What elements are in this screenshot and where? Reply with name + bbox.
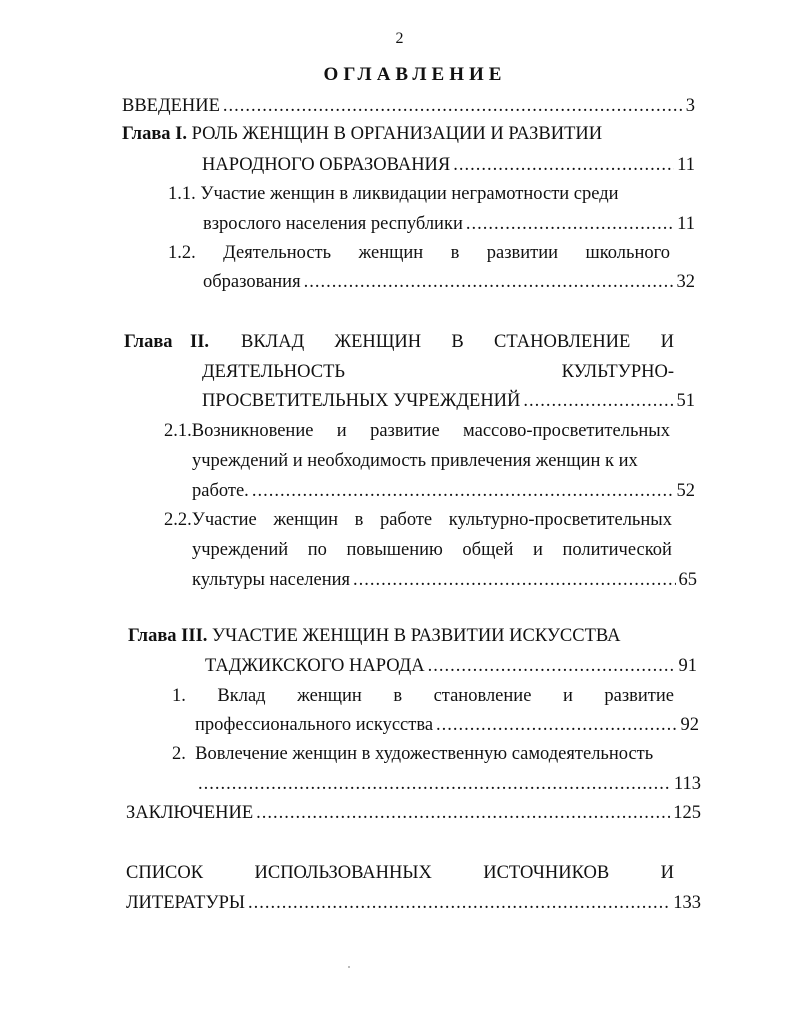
page-number: 2 [395,30,404,47]
leader-dots [223,92,683,120]
toc-page-number: 65 [678,570,697,590]
word: по [307,540,327,560]
toc-page-number: 51 [676,391,695,411]
toc-page-number: 52 [676,481,695,501]
leader-dots [198,770,671,798]
toc-entry-intro[interactable] [122,92,695,120]
section-title-text: работе. [192,481,249,501]
word: учреждений [192,540,289,560]
toc-section-3-2-line-1[interactable] [172,740,692,768]
word: женщин [358,243,424,263]
chapter-label: II. [190,332,210,352]
toc-section-3-2-line-2[interactable] [195,770,701,798]
word: ЖЕНЩИН [334,332,422,352]
word: общей [462,540,514,560]
word: и [562,686,573,706]
toc-entry-bibliography-line-1[interactable] [126,859,674,887]
word: женщин [273,510,339,530]
leader-dots [248,889,670,917]
toc-page-number: 133 [673,893,701,913]
word: развитие [370,421,440,441]
toc-entry-conclusion[interactable] [126,799,701,827]
section-title-text: взрослого населения республики [203,214,463,234]
toc-page-number: 113 [673,774,701,794]
word: развитие [604,686,674,706]
chapter-title-text: НАРОДНОГО ОБРАЗОВАНИЯ [202,155,451,175]
toc-section-1-2-line-1[interactable] [168,239,670,267]
chapter-title-words [241,328,674,356]
section-number: 1.1. [168,184,196,204]
section-title-text: профессионального искусства [195,715,434,735]
leader-dots [428,652,676,680]
word: ВКЛАД [241,332,305,352]
toc-entry-text: ЗАКЛЮЧЕНИЕ [126,803,254,823]
toc-chapter-1-line-2[interactable] [202,151,695,179]
word: в [450,243,460,263]
toc-section-2-1-line-3[interactable] [192,477,695,505]
word: Деятельность [223,243,332,263]
leader-dots [523,387,673,415]
toc-page-number: 92 [680,715,699,735]
toc-entry-text: ВВЕДЕНИЕ [122,96,220,116]
word: становление [433,686,532,706]
toc-chapter-3-line-2[interactable] [205,652,697,680]
word: ДЕЯТЕЛЬНОСТЬ [202,362,345,382]
toc-page-number: 91 [678,656,697,676]
word: Вклад [217,686,266,706]
toc-title: ОГЛАВЛЕНИЕ [323,64,507,85]
section-number: 1.2. [168,243,196,263]
toc-chapter-3-line-1[interactable] [128,622,688,650]
toc-page-number: 125 [673,803,701,823]
word: политической [562,540,672,560]
leader-dots [256,799,670,827]
word: культурно-просветительных [448,510,672,530]
toc-page-number: 3 [685,96,695,116]
word: в [354,510,364,530]
toc-entry-text: ЛИТЕРАТУРЫ [126,893,245,913]
toc-section-2-2-line-1[interactable] [164,506,672,534]
chapter-title-text: ТАДЖИКСКОГО НАРОДА [205,656,425,676]
word: в [393,686,403,706]
word: повышению [346,540,443,560]
word: и [336,421,347,441]
word: работе [379,510,433,530]
section-title-text: культуры населения [192,570,351,590]
leader-dots [466,210,674,238]
leader-dots [453,151,674,179]
word: 2.1.Возникновение [164,421,314,441]
toc-section-1-2-line-2[interactable] [203,268,695,296]
leader-dots [353,566,675,594]
chapter-label: Глава I. [122,124,188,144]
chapter-label: Глава III. [128,626,208,646]
word: развитии [486,243,559,263]
word: ИСПОЛЬЗОВАННЫХ [254,863,432,883]
chapter-label: Глава [124,332,173,352]
toc-chapter-2-line-3[interactable] [202,387,695,415]
toc-page-number: 11 [677,214,695,234]
toc-page-number: 32 [676,272,695,292]
toc-section-3-1-line-1[interactable] [172,682,674,710]
toc-chapter-2-line-2[interactable] [202,358,674,386]
section-title-text: Участие женщин в ликвидации неграмотности среди [200,184,619,204]
word: ИСТОЧНИКОВ [483,863,610,883]
section-title-text: 2. Вовлечение женщин в художественную самодеятельность [172,744,654,764]
word: СТАНОВЛЕНИЕ [494,332,631,352]
leader-dots [304,268,674,296]
toc-entry-bibliography-line-2[interactable] [126,889,701,917]
word: женщин [297,686,362,706]
word: В [451,332,464,352]
chapter-title-text: РОЛЬ ЖЕНЩИН В ОРГАНИЗАЦИИ И РАЗВИТИИ [191,124,603,144]
toc-chapter-2-line-1[interactable] [124,328,674,356]
word: массово-просветительных [463,421,670,441]
leader-dots [252,477,674,505]
section-title-text: образования [203,272,301,292]
word: школьного [585,243,670,263]
word: КУЛЬТУРНО- [561,362,674,382]
word: 1. [172,686,186,706]
toc-chapter-1-line-1[interactable] [122,120,682,148]
word: 2.2.Участие [164,510,257,530]
toc-section-2-1-line-1[interactable] [164,417,670,445]
word: и [533,540,543,560]
leader-dots [436,711,677,739]
chapter-title-text: УЧАСТИЕ ЖЕНЩИН В РАЗВИТИИ ИСКУССТВА [212,626,621,646]
toc-section-3-1-line-2[interactable] [195,711,699,739]
section-title-text: учреждений и необходимость привлечения женщин к их [192,451,638,471]
word: И [660,863,674,883]
toc-section-2-2-line-3[interactable] [192,566,697,594]
toc-section-2-2-line-2[interactable] [192,536,672,564]
chapter-title-text: ПРОСВЕТИТЕЛЬНЫХ УЧРЕЖДЕНИЙ [202,391,521,411]
word: И [660,332,674,352]
toc-page-number: 11 [677,155,695,175]
toc-section-1-1-line-1[interactable] [168,180,678,208]
toc-section-2-1-line-2[interactable] [192,447,682,475]
scan-speck [348,966,350,968]
word: СПИСОК [126,863,204,883]
toc-section-1-1-line-2[interactable] [203,210,695,238]
